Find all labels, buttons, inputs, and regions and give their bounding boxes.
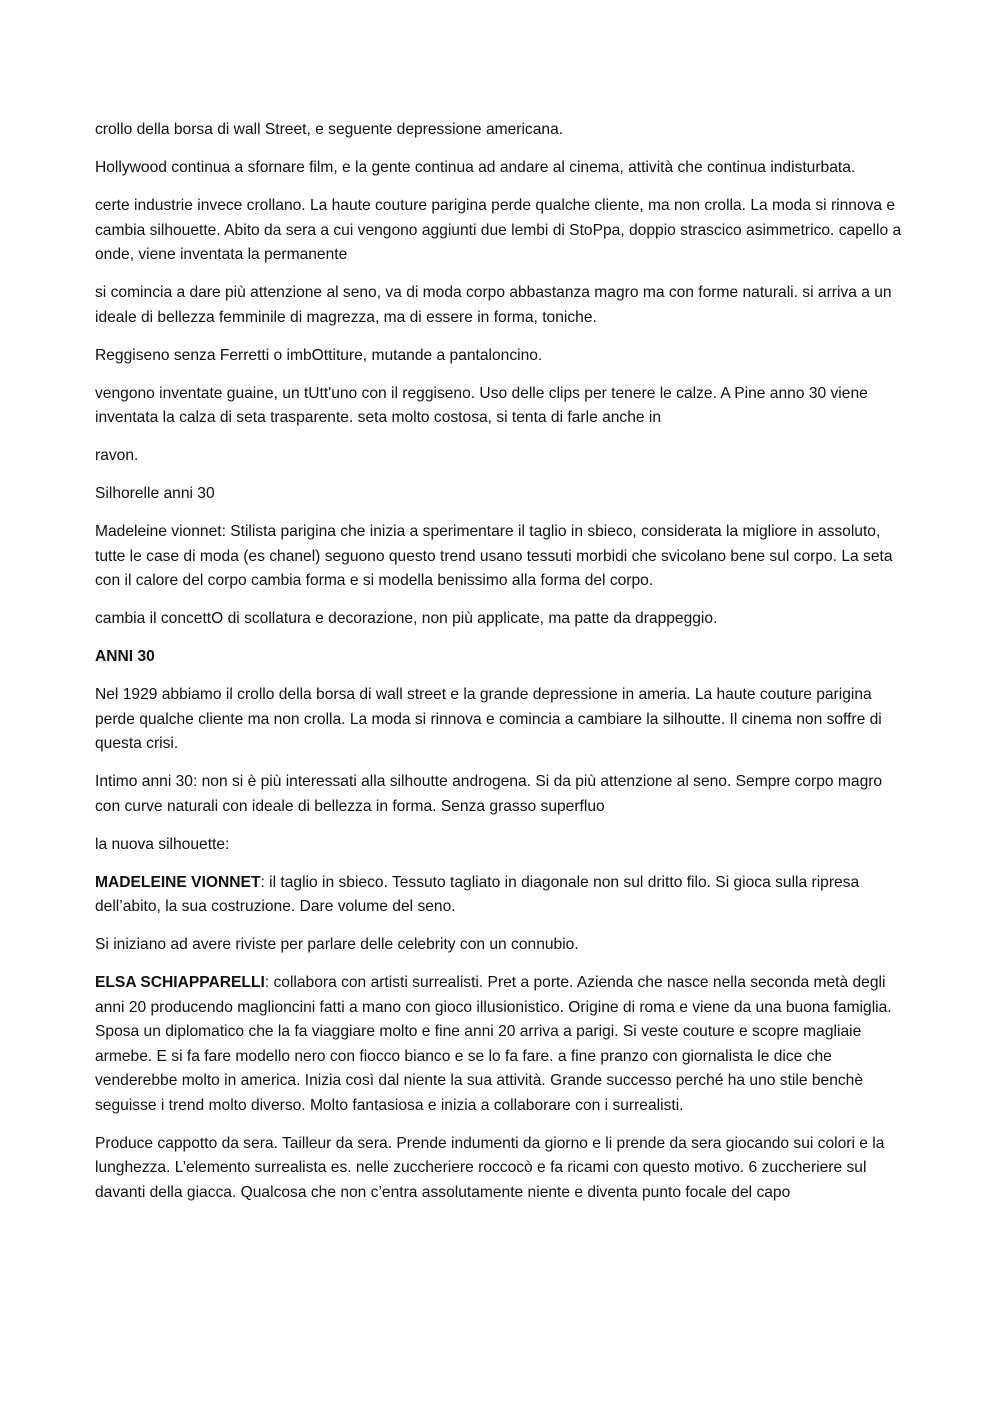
- paragraph-9: [95, 520, 910, 594]
- paragraph-1: [95, 118, 910, 143]
- paragraph-17-text: : collabora con artisti surrealisti. Pret a porte. Azienda che nasce nella seconda metà degli anni 20 producendo maglioncini fatti a mano con gioco illusionistico. Origine di roma e viene da una buona famiglia. Sposa un diplomatico che la fa viaggiare molto e fine anni 20 arriva a parigi. Si veste couture e scopre magliaie armebe. E si fa fare modello nero con fiocco bianco e se lo fa fare. a fine pranzo con giornalista le dice che venderebbe molto in america. Inizia così dal niente la sua attività. Grande successo perché ha uno stile benchè seguisse i trend molto diverso. Molto fantasiosa e inizia a collaborare con i surrealisti.: [95, 974, 892, 1114]
- paragraph-12: [95, 683, 910, 757]
- paragraph-18-text: Produce cappotto da sera. Tailleur da sera. Prende indumenti da giorno e li prende da sera giocando sui colori e la lunghezza. L’elemento surrealista es. nelle zuccheriere roccocò e fa ricami con questo motivo. 6 zuccheriere sul davanti della giacca. Qualcosa che non c’entra assolutamente niente e diventa punto focale del capo: [95, 1134, 885, 1201]
- paragraph-2: [95, 156, 910, 181]
- paragraph-13: [95, 770, 910, 819]
- paragraph-3-text: certe industrie invece crollano. La haute couture parigina perde qualche cliente, ma non crolla. La moda si rinnova e cambia silhouette. Abito da sera a cui vengono aggiunti due lembi di StoPpa, doppio strascico asimmetrico. capello a onde, viene inventata la permanente: [95, 197, 902, 263]
- paragraph-5-text: Reggiseno senza Ferretti o imbOttiture, mutande a pantaloncino.: [95, 346, 543, 364]
- paragraph-15-text: : il taglio in sbieco. Tessuto tagliato in diagonale non sul dritto filo. Si gioca sulla ripresa dell’abito, la sua costruzione. Dare volume del seno.: [95, 873, 860, 915]
- paragraph-17: [95, 971, 910, 1118]
- paragraph-17-bold: ELSA SCHIAPPARELLI: [95, 974, 265, 991]
- paragraph-8-text: Silhorelle anni 30: [95, 485, 215, 502]
- paragraph-12-text: Nel 1929 abbiamo il crollo della borsa di wall street e la grande depressione in ameria. La haute couture parigina perde qualche cliente ma non crolla. La moda si rinnova e comincia a cambiare la silhoutte. Il cinema non soffre di questa crisi.: [95, 686, 882, 752]
- paragraph-6-text: vengono inventate guaine, un tUtt'uno con il reggiseno. Uso delle clips per tenere le calze. A Pine anno 30 viene inventata la calza di seta trasparente. seta molto costosa, si tenta di farle anche in: [95, 384, 868, 426]
- paragraph-13-text: Intimo anni 30: non si è più interessati alla silhoutte androgena. Si da più attenzione al seno. Sempre corpo magro con curve naturali con ideale di bellezza in forma. Senza grasso superfluo: [95, 773, 883, 815]
- paragraph-14-text: la nuova silhouette:: [95, 835, 230, 853]
- document-page: [95, 118, 910, 1219]
- paragraph-5: [95, 344, 910, 369]
- paragraph-9-text: Madeleine vionnet: Stilista parigina che inizia a sperimentare il taglio in sbieco, considerata la migliore in assoluto, tutte le case di moda (es chanel) seguono questo trend usano tessuti morbidi che svicolano bene sul corpo. La seta con il calore del corpo cambia forma e si modella benissimo alla forma del corpo.: [95, 523, 893, 589]
- paragraph-16: [95, 933, 910, 958]
- paragraph-15-bold: MADELEINE VIONNET: [95, 873, 261, 891]
- paragraph-1-text: crollo della borsa di wall Street, e seguente depressione americana.: [95, 121, 564, 138]
- paragraph-18: [95, 1132, 910, 1206]
- paragraph-6: [95, 382, 910, 431]
- paragraph-7-text: ravon.: [95, 447, 139, 464]
- paragraph-8: [95, 482, 910, 507]
- paragraph-15: [95, 871, 910, 920]
- section-heading-text: ANNI 30: [95, 648, 155, 665]
- paragraph-3: [95, 194, 910, 268]
- paragraph-16-text: Si iniziano ad avere riviste per parlare delle celebrity con un connubio.: [95, 936, 579, 953]
- paragraph-10: [95, 607, 910, 632]
- paragraph-2-text: Hollywood continua a sfornare film, e la gente continua ad andare al cinema, attività che continua indisturbata.: [95, 159, 856, 176]
- paragraph-10-text: cambia il concettO di scollatura e decorazione, non più applicate, ma patte da drappeggio.: [95, 610, 718, 627]
- section-heading: [95, 645, 910, 670]
- paragraph-4-text: si comincia a dare più attenzione al seno, va di moda corpo abbastanza magro ma con forme naturali. si arriva a un ideale di bellezza femminile di magrezza, ma di essere in forma, toniche.: [95, 284, 892, 326]
- paragraph-7: [95, 444, 910, 469]
- paragraph-4: [95, 281, 910, 330]
- paragraph-14: [95, 833, 910, 858]
